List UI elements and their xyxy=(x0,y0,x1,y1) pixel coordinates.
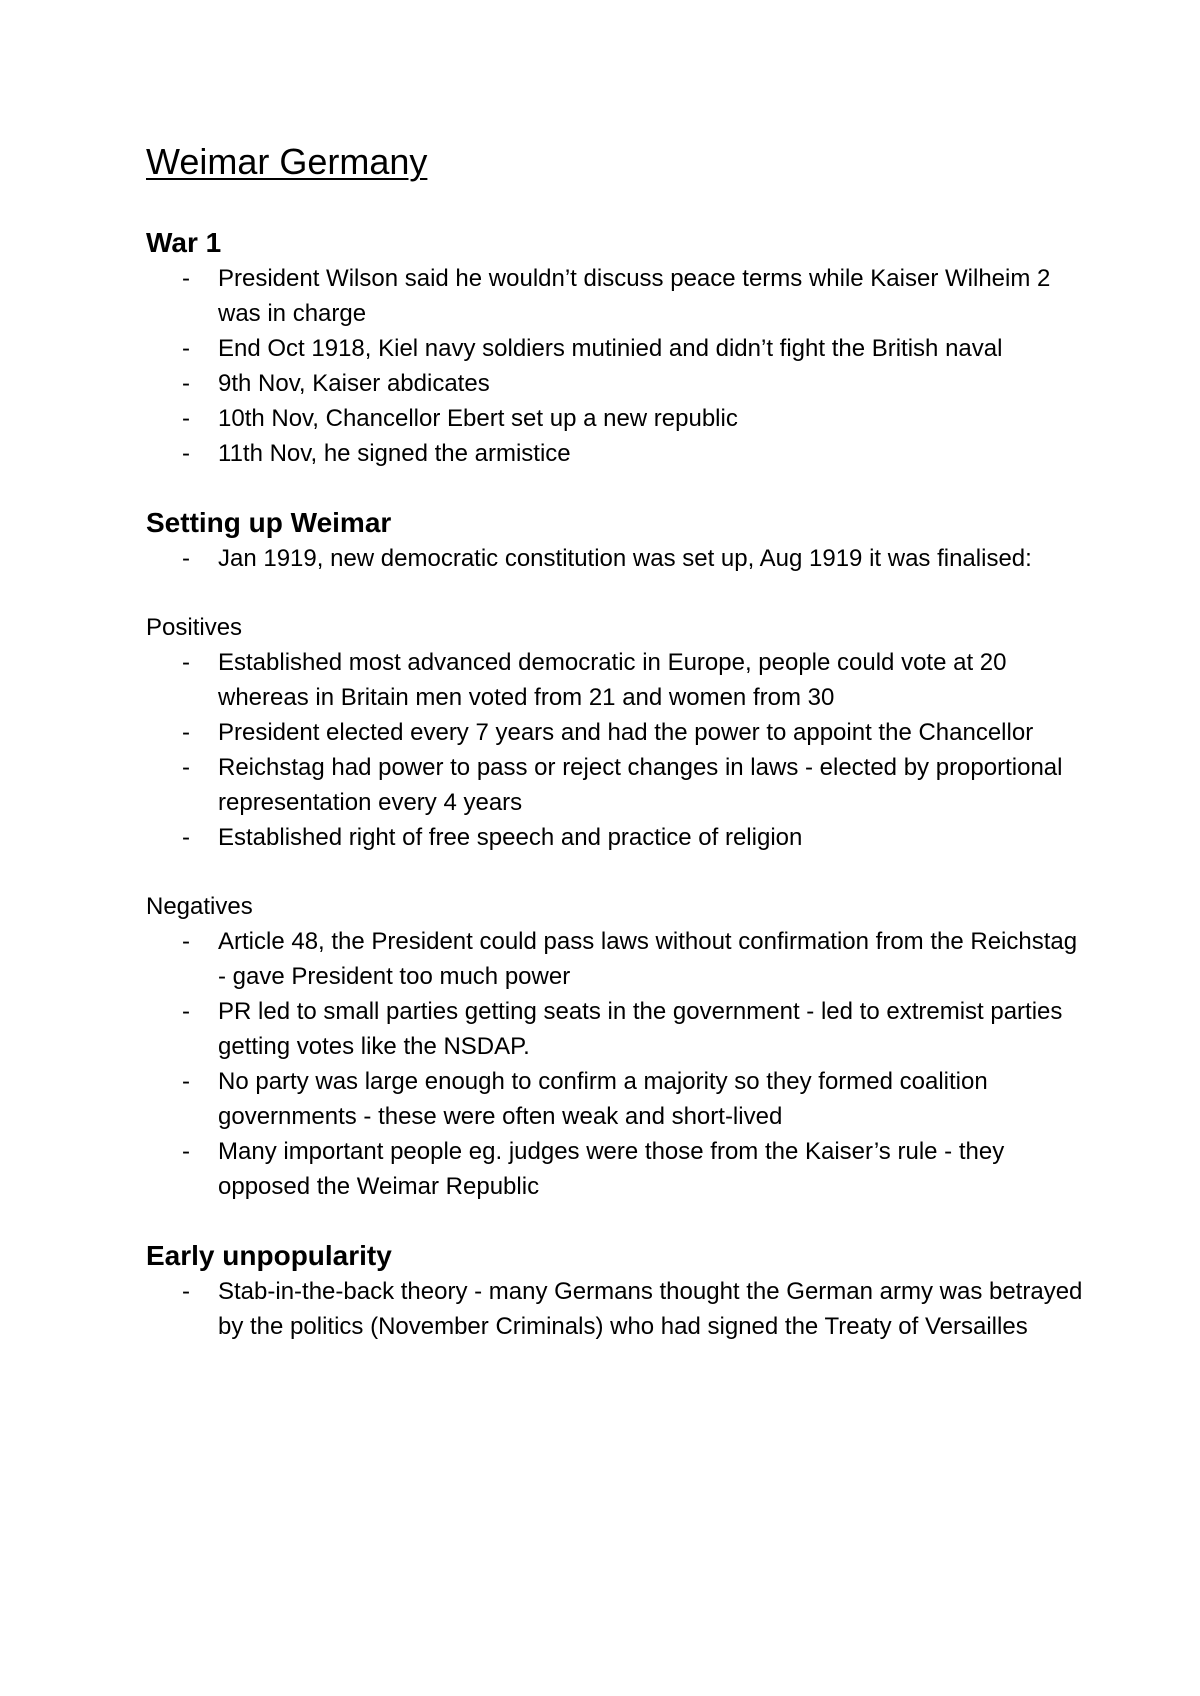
dash-bullet: - xyxy=(182,265,190,293)
list-item-text: 9th Nov, Kaiser abdicates xyxy=(218,370,490,398)
document-page xyxy=(146,140,1086,1378)
dash-bullet: - xyxy=(182,998,190,1026)
list-item xyxy=(146,261,1086,331)
list-item-text: 11th Nov, he signed the armistice xyxy=(218,440,571,468)
section-heading: War 1 xyxy=(146,227,222,259)
list-item xyxy=(146,366,1086,401)
section-setting-up-weimar xyxy=(146,505,1086,576)
list-item xyxy=(146,994,1086,1064)
dash-bullet: - xyxy=(182,754,190,782)
list-item-text: End Oct 1918, Kiel navy soldiers mutinied and didn’t fight the British naval xyxy=(218,335,1003,363)
dash-bullet: - xyxy=(182,719,190,747)
list-item xyxy=(146,924,1086,994)
section-negatives xyxy=(146,889,1086,1204)
list-item xyxy=(146,820,1086,855)
bullet-list xyxy=(146,261,1086,471)
dash-bullet: - xyxy=(182,1138,190,1166)
list-item xyxy=(146,1134,1086,1204)
section-positives xyxy=(146,610,1086,855)
section-heading: Early unpopularity xyxy=(146,1240,392,1272)
bullet-list xyxy=(146,1274,1086,1344)
list-item xyxy=(146,750,1086,820)
list-item-text: Reichstag had power to pass or reject changes in laws - elected by proportional representation every 4 years xyxy=(218,754,1063,817)
dash-bullet: - xyxy=(182,405,190,433)
dash-bullet: - xyxy=(182,545,190,573)
dash-bullet: - xyxy=(182,1278,190,1306)
list-item-text: Stab-in-the-back theory - many Germans thought the German army was betrayed by the politics (November Criminals) who had signed the Treaty of Versailles xyxy=(218,1278,1083,1341)
subsection-heading: Positives xyxy=(146,614,243,642)
document-title: Weimar Germany xyxy=(146,141,428,182)
list-item xyxy=(146,541,1086,576)
list-item xyxy=(146,1274,1086,1344)
list-item xyxy=(146,436,1086,471)
section-war-1 xyxy=(146,225,1086,471)
list-item-text: President elected every 7 years and had the power to appoint the Chancellor xyxy=(218,719,1034,747)
dash-bullet: - xyxy=(182,824,190,852)
list-item-text: Established right of free speech and practice of religion xyxy=(218,824,803,852)
list-item xyxy=(146,715,1086,750)
dash-bullet: - xyxy=(182,335,190,363)
list-item-text: Article 48, the President could pass laws without confirmation from the Reichstag - gave President too much power xyxy=(218,928,1078,991)
list-item-text: 10th Nov, Chancellor Ebert set up a new republic xyxy=(218,405,738,433)
section-heading: Setting up Weimar xyxy=(146,507,392,539)
list-item xyxy=(146,401,1086,436)
section-early-unpopularity xyxy=(146,1238,1086,1344)
dash-bullet: - xyxy=(182,1068,190,1096)
list-item-text: President Wilson said he wouldn’t discuss peace terms while Kaiser Wilheim 2 was in charge xyxy=(218,265,1051,328)
list-item-text: No party was large enough to confirm a majority so they formed coalition governments - these were often weak and short-lived xyxy=(218,1068,988,1131)
list-item xyxy=(146,1064,1086,1134)
subsection-heading: Negatives xyxy=(146,893,253,921)
list-item-text: Many important people eg. judges were those from the Kaiser’s rule - they opposed the Weimar Republic xyxy=(218,1138,1005,1201)
dash-bullet: - xyxy=(182,928,190,956)
dash-bullet: - xyxy=(182,370,190,398)
bullet-list xyxy=(146,645,1086,855)
dash-bullet: - xyxy=(182,649,190,677)
dash-bullet: - xyxy=(182,440,190,468)
list-item-text: Jan 1919, new democratic constitution was set up, Aug 1919 it was finalised: xyxy=(218,545,1032,573)
bullet-list xyxy=(146,541,1086,576)
bullet-list xyxy=(146,924,1086,1204)
list-item xyxy=(146,645,1086,715)
list-item-text: PR led to small parties getting seats in the government - led to extremist parties getting votes like the NSDAP. xyxy=(218,998,1063,1061)
list-item xyxy=(146,331,1086,366)
list-item-text: Established most advanced democratic in Europe, people could vote at 20 whereas in Britain men voted from 21 and women from 30 xyxy=(218,649,1007,712)
